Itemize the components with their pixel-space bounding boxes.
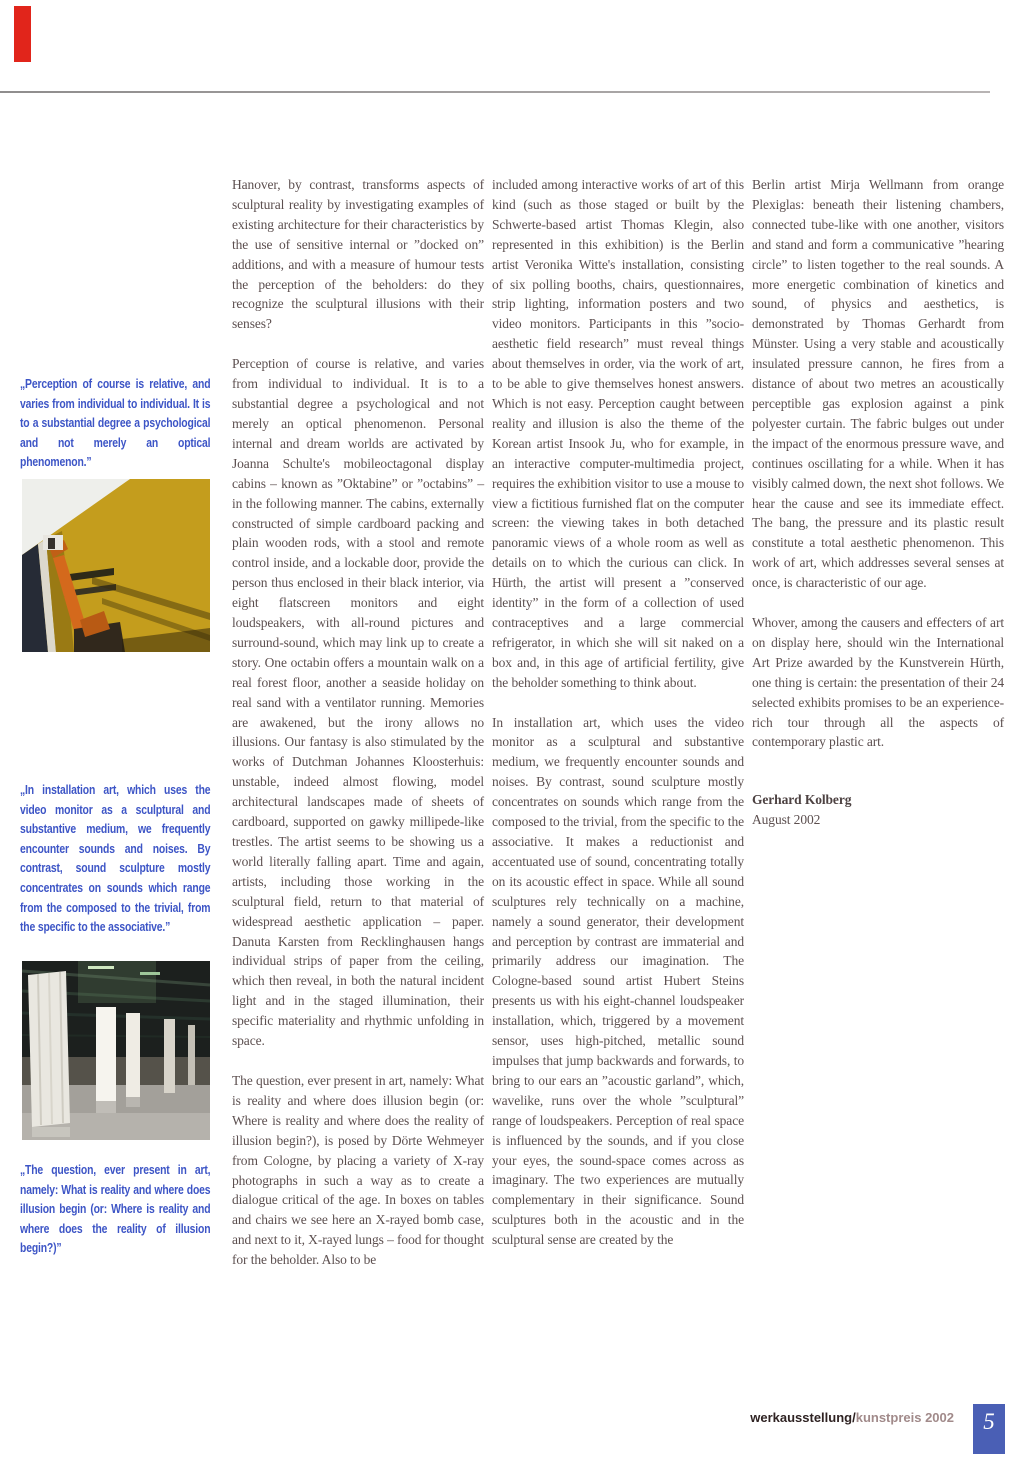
paragraph: included among interactive works of art of this kind (such as those staged or built by the Schwerte-based artist Thomas Klegin, also represented in this exhibition) is the Berlin artist Veronika Witte's installation, consisting of six polling booths, chairs, questionnaires, strip lighting, information posters and two video monitors. Participants in this ”socio-aesthetic field research” must reveal things about themselves in order, via the work of art, to be able to give themselves honest answers. Which is not easy. Perception caught between reality and illusion is also the theme of the Korean artist Insook Ju, who for example, in an interactive computer-multimedia project, requires the exhibition visitor to use a mouse to view a fictitious furnished flat on the computer screen: the viewing takes in both detached panoramic views of a whole room as well as details on to which the curious can click. In Hürth, the artist will present a ”conserved identity” in the form of a collection of used contraceptives and a large commercial refrigerator, in which she will sit naked on a box and, in this age of artificial fertility, give the beholder something to think about. [492,177,744,690]
header-rule [0,91,990,93]
text-column-1 [232,175,484,1290]
pull-quote-perception: „Perception of course is relative, and varies from individual to individual. It is to a substantial degree a psychological and not merely an optical phenomenon.” [20,376,211,470]
paragraph: In installation art, which uses the video monitor as a sculptural and substantive medium, we frequently encounter sounds and noises. By contrast, sound sculpture mostly concentrates on sounds which range from the composed to the trivial, from the specific to the associative. It makes a reductionist and accentuated use of sound, concentrating totally on its acoustic effect in space. While all sound sculptures rely technically on a machine, namely a sound generator, their development and perception by contrast are immaterial and primarily address our imagination. The Cologne-based sound artist Hubert Steins presents us with his eight-channel loudspeaker installation, which, triggered by a movement sensor, uses high-pitched, metallic sound impulses that jump backwards and forwards, to bring to our ears an ”acoustic garland”, which, wavelike, runs over the whole ”sculptural” range of loudspeakers. Perception of real space is influenced by the sounds, and if you close your eyes, the sound-space comes across as imaginary. The two experiences are mutually complementary in their significance. Sound sculptures both in the acoustic and in the sculptural sense are created by the [492,714,744,1248]
pull-quote-question: „The question, ever present in art, namely: What is reality and where does illusion begin (or: Where is reality and where does the reality of illusion begin?)” [20,1162,211,1256]
author-name: Gerhard Kolberg [752,792,852,808]
paragraph: Perception of course is relative, and varies from individual to individual. It is to a substantial degree a psychological and not merely an optical phenomenon. Personal internal and dream worlds are activated by Joanna Schulte's mobileoctagonal display cabins – known as ”Oktabine” or ”octabins” – in the following manner. The cabins, externally constructed of simple cardboard packing and plain wooden rods, with a stool and remote control inside, and a lockable door, provide the person thus enclosed in their black interior, via eight flatscreen monitors and eight loudspeakers, with all-round pictures and surround-sound, which may link up to create a story. One octabin offers a mountain walk on a real forest floor, another a seaside holiday on real sand with a ventilator running. Memories are awakened, but the irony allows no illusions. Our fantasy is also stimulated by the works of Dutchman Johannes Kloosterhuis: unstable, indeed almost flowing, model architectural landscapes made of sheets of cardboard, supported on gawky millipede-like trestles. The artist seems to be showing us a world literally falling apart. Time and again, artists, including those working in the sculptural field, return to that material of widespread aesthetic application – paper. Danuta Karsten from Recklinghausen hangs individual strips of paper from the ceiling, which then reveal, in both the natural incident light and in the staged illumination, their specific materiality and rhythmic unfolding in space. [232,356,484,1049]
crane-photo [22,479,210,652]
text-column-3 [752,175,1004,830]
red-accent-bar [14,6,31,62]
pull-quote-installation-art: „In installation art, which uses the video monitor as a sculptural and substantive medium, we frequently encounter sounds and noises. By contrast, sound sculpture mostly concentrates on sounds which range from the composed to the trivial, from the specific to the associative.” [20,782,211,935]
footer-issue-label: kunstpreis 2002 [855,1410,954,1425]
paragraph: Hanover, by contrast, transforms aspects of sculptural reality by investigating examples of existing architecture for their characteristics by the use of sensitive internal or ”docked on” additions, and with a measure of humour tests the perception of the beholders: do they recognize the sculptural illusions with their senses? [232,177,484,332]
paragraph: The question, ever present in art, namely: What is reality and where does illusion begin (or: Where is reality and where does the reality of illusion begin?), is posed by Dörte Wehmeyer from Cologne, by placing a variety of X-ray photographs in such a way as to create a dialogue critical of the age. In boxes on tables and chairs we see here an X-rayed bomb case, and next to it, X-rayed lungs – food for thought for the beholder. Also to be [232,1072,484,1268]
signature-block [752,790,1004,830]
footer [750,1410,954,1425]
text-column-2 [492,175,744,1270]
gallery-photo [22,961,210,1140]
paragraph: Berlin artist Mirja Wellmann from orange Plexiglas: beneath their listening chambers, connected tube-like with one another, visitors and stand and form a communicative ”hearing circle” to listen together to the real sounds. A more energetic combination of kinetics and sound, of physics and aesthetics, is demonstrated by Thomas Gerhardt from Münster. Using a very stable and acoustically insulated pressure cannon, he fires from a distance of about two metres an acoustically perceptible gas explosion against a pink polyester curtain. The fabric bulges out under the impact of the enormous pressure wave, and continues oscillating for a while. When it has visibly calmed down, the next shot follows. We hear the cause and see its immediate effect. The bang, the pressure and its plastic result constitute a total aesthetic phenomenon. This work of art, which addresses several senses at once, is characteristic of our age. [752,177,1004,591]
paragraph: Whover, among the causers and effecters of art on display here, should win the International Art Prize awarded by the Kunstverein Hürth, one thing is certain: the presentation of their 24 selected exhibits promises to be an experience-rich tour through all the aspects of contemporary plastic art. [752,615,1004,750]
page-number-box [973,1404,1005,1454]
page-number: 5 [983,1409,995,1434]
author-date: August 2002 [752,812,821,828]
footer-section-label: werkausstellung/ [750,1410,856,1425]
